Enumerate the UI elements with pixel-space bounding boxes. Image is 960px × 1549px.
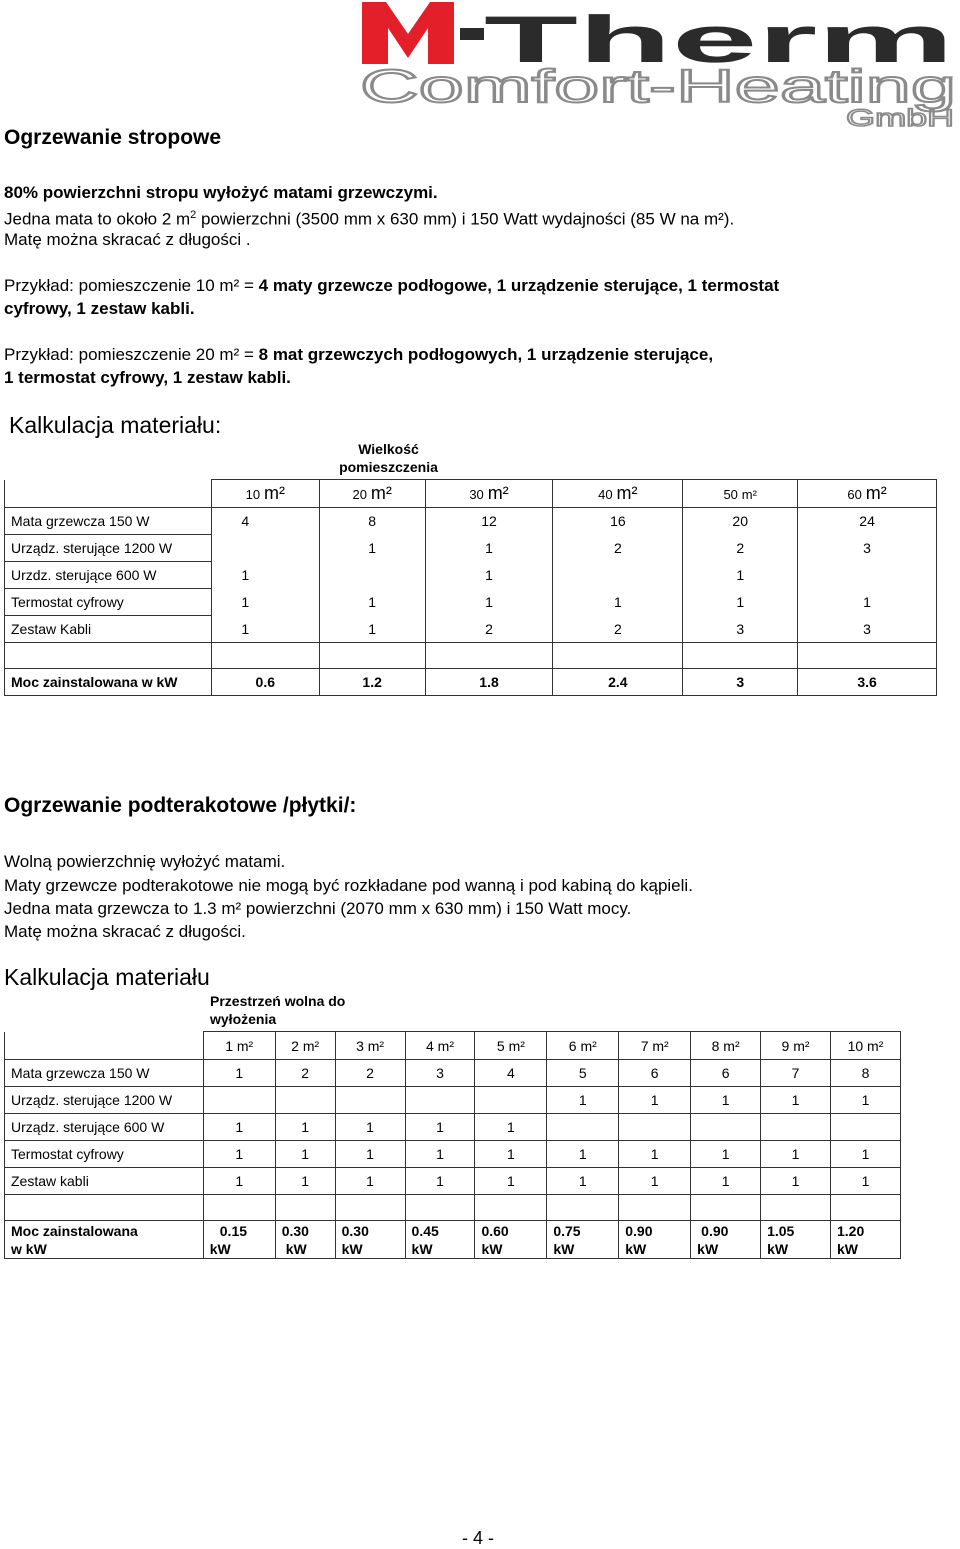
table-total-row (5, 1221, 901, 1259)
example-2-cont: 1 termostat cyfrowy, 1 zestaw kabli. (4, 368, 291, 387)
table-empty-row (5, 643, 937, 669)
table-cell: 1 (319, 535, 425, 562)
table-cell: 4 (241, 513, 250, 530)
header-empty-cell (5, 480, 212, 508)
table-cell: 1 (553, 589, 683, 616)
header-cell: 30 m² (425, 480, 553, 508)
table-cell: 1 (275, 1141, 335, 1168)
table-cell: 1 (547, 1141, 619, 1168)
logo-suffix: GmbH (846, 105, 954, 130)
table-cell: 1 (830, 1168, 900, 1195)
page-number: - 4 - (462, 1528, 495, 1548)
table-cell: 7 (761, 1060, 831, 1087)
header-cell: 9 m² (761, 1032, 831, 1060)
row-label: Urzdz. sterujące 600 W (5, 562, 212, 589)
table-cell: 1 (241, 594, 250, 610)
table-cell: 1 (683, 589, 798, 616)
table-cell: 1 (319, 589, 425, 616)
table-cell (547, 1114, 619, 1141)
table-cell: 1 (475, 1114, 547, 1141)
table-cell: 8 (319, 508, 425, 535)
table-cell: 1 (241, 567, 250, 583)
section1-line2: Jedna mata to około 2 $m^2$ powierzchni (3500 mm x 630 mm) i 150 Watt wydajności (85 W na m²). (4, 209, 735, 229)
table-row (5, 1087, 901, 1114)
table-cell: 1 (319, 616, 425, 643)
table-cell: 3 (798, 535, 937, 562)
header-cell: 40 m² (553, 480, 683, 508)
table-cell: 2 (553, 616, 683, 643)
total-cell: 1.8 (425, 669, 553, 696)
header-cell: 7 m² (619, 1032, 691, 1060)
header-empty-cell (5, 1032, 204, 1060)
table-room-size (4, 479, 937, 696)
table-cell: 2 (425, 616, 553, 643)
header-cell: 6 m² (547, 1032, 619, 1060)
table-cell: 1 (761, 1087, 831, 1114)
table-cell: 2 (275, 1060, 335, 1087)
logo-brand-text: Therm (484, 2, 954, 76)
row-label: Urządz. sterujące 1200 W (5, 1087, 204, 1114)
example-1: Przykład: pomieszczenie 10 m² = 4 maty grzewcze podłogowe, 1 urządzenie sterujące, 1 termostat (4, 276, 780, 295)
header-cell: 5 m² (475, 1032, 547, 1060)
total-label: Moc zainstalowana w kW (5, 1221, 204, 1259)
table-cell: 1 (761, 1168, 831, 1195)
table-row (5, 535, 937, 562)
table-row (5, 1141, 901, 1168)
table-cell: 4 (475, 1060, 547, 1087)
table-cell (319, 562, 425, 589)
table-cell: 16 (553, 508, 683, 535)
table-cell (798, 562, 937, 589)
row-label: Urządz. sterujące 600 W (5, 1114, 204, 1141)
table-row (5, 508, 937, 535)
table-cell: 1 (547, 1168, 619, 1195)
row-label: Zestaw kabli (5, 1168, 204, 1195)
row-label: Mata grzewcza 150 W (5, 508, 212, 535)
logo-m-mark (362, 2, 454, 64)
table-cell: 1 (203, 1168, 275, 1195)
total-cell: 0.60 kW (475, 1221, 547, 1259)
row-label: Termostat cyfrowy (5, 1141, 204, 1168)
table-cell: 1 (425, 589, 553, 616)
table-cell: 5 (547, 1060, 619, 1087)
total-cell: 0.30 kW (335, 1221, 405, 1259)
total-cell: 0.75 kW (547, 1221, 619, 1259)
section1-line3: Matę można skracać z długości . (4, 230, 251, 249)
table-cell: 1 (691, 1087, 761, 1114)
table-cell (335, 1087, 405, 1114)
table-cell: 1 (241, 620, 250, 637)
table-cell (475, 1087, 547, 1114)
table-cell: 1 (547, 1087, 619, 1114)
table-cell: 20 (683, 508, 798, 535)
row-label: Urządz. sterujące 1200 W (5, 535, 212, 562)
header-cell: 2 m² (275, 1032, 335, 1060)
header-cell: 1 m² (203, 1032, 275, 1060)
table-cell: 1 (683, 562, 798, 589)
section2-line1: Wolną powierzchnię wyłożyć matami. (4, 852, 286, 871)
table-row (5, 1114, 901, 1141)
table-cell: 1 (691, 1141, 761, 1168)
table-header-row (5, 480, 937, 508)
table-cell: 1 (275, 1114, 335, 1141)
table-cell: 1 (830, 1087, 900, 1114)
header-cell: 20 m² (319, 480, 425, 508)
table-cell (275, 1087, 335, 1114)
table-row (5, 616, 937, 643)
header-cell: 4 m² (405, 1032, 475, 1060)
table-cell: 1 (619, 1141, 691, 1168)
header-cell: 8 m² (691, 1032, 761, 1060)
header-cell: 10 m² (211, 480, 319, 508)
total-cell: 0.30 kW (275, 1221, 335, 1259)
table-row (5, 589, 937, 616)
table-cell (619, 1114, 691, 1141)
logo-tagline: Comfort-Heating (360, 60, 956, 112)
total-cell: 0.45 kW (405, 1221, 475, 1259)
table-cell: 1 (619, 1168, 691, 1195)
row-label: Zestaw Kabli (5, 616, 212, 643)
table-cell: 1 (830, 1141, 900, 1168)
table-cell: 1 (761, 1141, 831, 1168)
section2-title: Ogrzewanie podterakotowe /płytki/: (4, 794, 357, 817)
total-cell: 0.90 kW (619, 1221, 691, 1259)
table-cell: 1 (203, 1060, 275, 1087)
table-cell: 1 (425, 535, 553, 562)
table-cell: 2 (553, 535, 683, 562)
table-cell: 2 (683, 535, 798, 562)
table-cell (830, 1114, 900, 1141)
header-cell: 50 m² (683, 480, 798, 508)
total-label: Moc zainstalowana w kW (5, 669, 212, 696)
total-cell: 1.05 kW (761, 1221, 831, 1259)
total-cell: 0.6 (211, 669, 319, 696)
total-cell: 3.6 (798, 669, 937, 696)
table-cell: 1 (425, 562, 553, 589)
table-cell: 24 (798, 508, 937, 535)
logo-dash (460, 28, 484, 40)
table-free-area (4, 1031, 901, 1259)
header-cell: 3 m² (335, 1032, 405, 1060)
table-row (5, 1168, 901, 1195)
table-cell (211, 535, 319, 562)
table-cell: 6 (619, 1060, 691, 1087)
total-cell: 3 (683, 669, 798, 696)
total-cell: 1.2 (319, 669, 425, 696)
table-cell: 6 (691, 1060, 761, 1087)
table-cell: 8 (830, 1060, 900, 1087)
table-row (5, 1060, 901, 1087)
table-cell: 3 (405, 1060, 475, 1087)
table-cell: 2 (335, 1060, 405, 1087)
table-cell: 1 (619, 1087, 691, 1114)
section1-line1: 80% powierzchni stropu wyłożyć matami grzewczymi. (4, 183, 438, 202)
table-total-row (5, 669, 937, 696)
table-cell: 3 (798, 616, 937, 643)
table2-caption: Przestrzeń wolna do wyłożenia (210, 993, 346, 1027)
table-header-row (5, 1032, 901, 1060)
table-cell: 1 (335, 1114, 405, 1141)
row-label: Mata grzewcza 150 W (5, 1060, 204, 1087)
calc-title-1: Kalkulacja materiału: (9, 412, 222, 438)
table-cell: 1 (691, 1168, 761, 1195)
total-cell: 0.90 kW (691, 1221, 761, 1259)
table-cell: 1 (203, 1114, 275, 1141)
table-cell (553, 562, 683, 589)
table-cell: 1 (475, 1168, 547, 1195)
header-cell: 60 m² (798, 480, 937, 508)
table-cell (691, 1114, 761, 1141)
example-2: Przykład: pomieszczenie 20 m² = 8 mat grzewczych podłogowych, 1 urządzenie sterujące, (4, 345, 714, 364)
table-cell (761, 1114, 831, 1141)
table-cell: 1 (405, 1168, 475, 1195)
total-cell: 2.4 (553, 669, 683, 696)
calc-title-2: Kalkulacja materiału (4, 964, 210, 990)
section1-title: Ogrzewanie stropowe (4, 126, 222, 149)
section2-line3: Jedna mata grzewcza to 1.3 m² powierzchni (2070 mm x 630 mm) i 150 Watt mocy. (4, 899, 632, 918)
table-cell: 1 (335, 1141, 405, 1168)
table-cell (203, 1087, 275, 1114)
table-cell: 1 (798, 589, 937, 616)
header-cell: 10 m² (830, 1032, 900, 1060)
table-row (5, 562, 937, 589)
table-cell: 1 (405, 1114, 475, 1141)
table-cell (405, 1087, 475, 1114)
table-cell: 3 (683, 616, 798, 643)
table-cell: 12 (425, 508, 553, 535)
section2-line4: Matę można skracać z długości. (4, 922, 246, 941)
total-cell: 0.15 kW (203, 1221, 275, 1259)
table-empty-row (5, 1195, 901, 1221)
table-cell: 1 (335, 1168, 405, 1195)
table1-caption: Wielkość pomieszczenia (339, 441, 438, 475)
m-therm-logo (356, 0, 960, 130)
row-label: Termostat cyfrowy (5, 589, 212, 616)
table-cell: 1 (475, 1141, 547, 1168)
table-cell: 1 (405, 1141, 475, 1168)
total-cell: 1.20 kW (830, 1221, 900, 1259)
example-1-cont: cyfrowy, 1 zestaw kabli. (4, 299, 195, 318)
table-cell: 1 (275, 1168, 335, 1195)
table-cell: 1 (203, 1141, 275, 1168)
section2-line2: Maty grzewcze podterakotowe nie mogą być rozkładane pod wanną i pod kabiną do kąpieli. (4, 876, 693, 895)
